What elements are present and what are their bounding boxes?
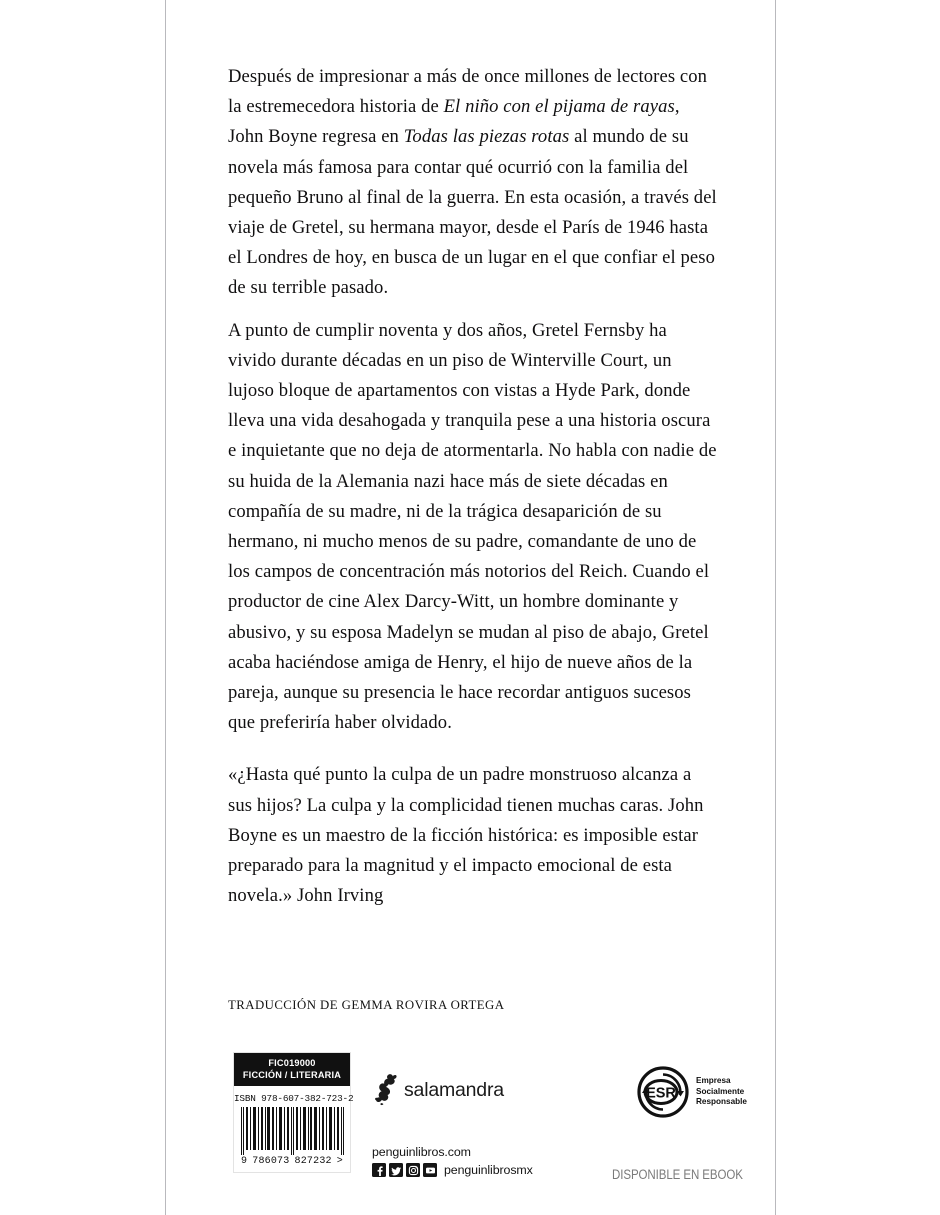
esr-caption-line-2: Socialmente	[696, 1086, 745, 1096]
penguin-website-url[interactable]: penguinlibros.com	[372, 1145, 471, 1159]
cover-footer	[0, 1052, 940, 1212]
isbn-text: ISBN 978-607-382-723-2	[234, 1093, 354, 1105]
esr-logo-icon	[637, 1066, 689, 1118]
publisher-logo	[374, 1074, 504, 1106]
blurb-review-quote: «¿Hasta qué punto la culpa de un padre monstruoso alcanza a sus hijos? La culpa y la complicidad tienen muchas caras. John Boyne es un maestro de la ficción histórica: es imposible estar preparado para la magnitud y el impacto emocional de esta novela.» John Irving	[228, 764, 704, 907]
esr-caption-line-1: Empresa	[696, 1076, 731, 1086]
blurb-run: , John Boyne regresa en	[228, 96, 680, 148]
ebook-availability-note: DISPONIBLE EN EBOOK	[612, 1167, 743, 1182]
twitter-icon[interactable]	[389, 1163, 403, 1177]
social-links	[372, 1163, 533, 1177]
ean-group-2: 827232	[294, 1156, 332, 1168]
trim-guide-right	[775, 0, 776, 1215]
blurb-paragraph-1	[228, 62, 718, 304]
bisac-code: FIC019000	[268, 1058, 316, 1068]
publisher-name: salamandra	[404, 1078, 504, 1101]
book-title-italic: El niño con el pijama de rayas	[443, 96, 675, 118]
esr-seal	[637, 1066, 747, 1118]
blurb-run: Después de impresionar a más de once millones de lectores con la estremecedora historia de	[228, 66, 708, 118]
salamander-icon	[374, 1074, 400, 1106]
ean-group-1: 786073	[252, 1156, 290, 1168]
penguin-libros-block	[372, 1145, 533, 1177]
facebook-icon[interactable]	[372, 1163, 386, 1177]
ean-check-digit: 9	[241, 1156, 248, 1168]
trim-guide-left	[165, 0, 166, 1215]
ean13-barcode-icon	[241, 1107, 345, 1155]
penguin-social-handle[interactable]: penguinlibrosmx	[444, 1163, 533, 1177]
blurb-text-block	[228, 62, 718, 911]
blurb-paragraph-2: A punto de cumplir noventa y dos años, Gretel Fernsby ha vivido durante décadas en un piso de Winterville Court, un lujoso bloque de apartamentos con vistas a Hyde Park, donde lleva una vida desahogada y tranquila pese a una historia oscura e inquietante que no deja de atormentarla. No habla con nadie de su huida de la Alemania nazi hace más de siete décadas en compañía de su madre, ni de la trágica desaparición de su hermano, ni mucho menos de su padre, comandante de uno de los campos de concentración más notorios del Reich. Cuando el productor de cine Alex Darcy-Witt, un hombre dominante y abusivo, y su esposa Madelyn se mudan al piso de abajo, Gretel acaba haciéndose amiga de Henry, el hijo de nueve años de la pareja, aunque su presencia le hace recordar antiguos sucesos que preferiría haber olvidado.	[228, 319, 717, 734]
ean-guard: >	[336, 1156, 343, 1168]
esr-caption	[696, 1076, 747, 1107]
blurb-run: al mundo de su novela más famosa para contar qué ocurrió con la familia del pequeño Bruno al final de la guerra. En esta ocasión, a través del viaje de Gretel, su hermana mayor, desde el París de 1946 hasta el Londres de hoy, en busca de un lugar en el que confiar el peso de su terrible pasado.	[228, 126, 717, 299]
ean-digits	[234, 1155, 350, 1172]
instagram-icon[interactable]	[406, 1163, 420, 1177]
bisac-category-label	[234, 1053, 350, 1086]
bisac-category: FICCIÓN / LITERARIA	[242, 1070, 342, 1081]
esr-caption-line-3: Responsable	[696, 1097, 747, 1107]
svg-text:ESR: ESR	[646, 1085, 676, 1102]
book-title-italic: Todas las piezas rotas	[403, 126, 570, 148]
barcode-block	[233, 1052, 354, 1173]
translator-credit: TRADUCCIÓN DE GEMMA ROVIRA ORTEGA	[228, 998, 505, 1012]
youtube-icon[interactable]	[423, 1163, 437, 1177]
